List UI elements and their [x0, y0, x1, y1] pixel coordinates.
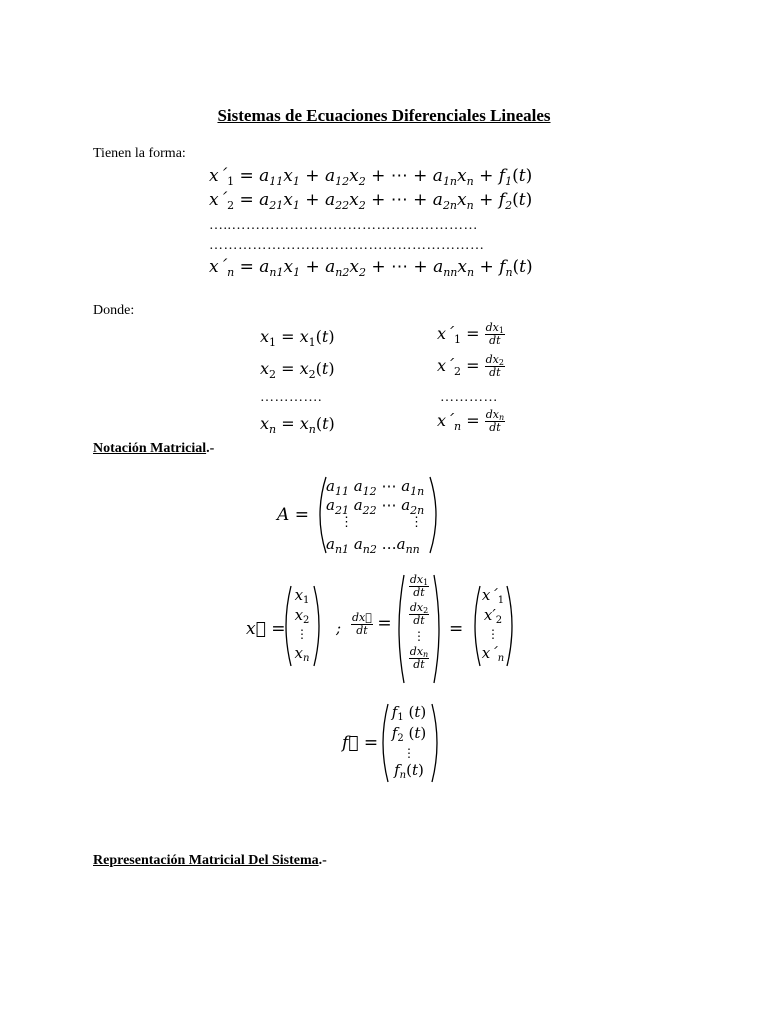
vector-f-label: f⃗ = [342, 733, 379, 753]
vector-f-column: $f_1$ (t) $f_2$ (t) ⋮ $f_n(t)$ [391, 703, 427, 781]
vector-x-label: x⃗ = [246, 619, 286, 639]
vector-x-column: $x_1$ $x_2$ ⋮ $x_n$ [294, 586, 310, 664]
matrix-a-row-2: $a_{21}$ $a_{22}$ ⋯ $a_{2n}$ [326, 496, 425, 517]
dxdt-right-paren [432, 574, 444, 684]
equation-row-2: $x´_2 = a_{21}x_1 + a_{22}x_2$ + ⋯ + $a_{2n}x_n + f_2(t)$ [209, 190, 533, 212]
matrix-a-row-1: $a_{11}$ $a_{12}$ ⋯ $a_{1n}$ [326, 477, 425, 498]
dxdt-column: $\frac{dx_1}{dt}$ $\frac{dx_2}{dt}$ ⋮ $\frac{dx_n}{dt}$ [409, 573, 429, 672]
representation-heading [93, 853, 327, 869]
def-xn: $x_n = x_n(t)$ [260, 414, 335, 436]
donde-label: Donde: [93, 303, 135, 318]
def-dx2: $x´_2$ = $\frac{dx_2}{dt}$ [437, 353, 504, 380]
vector-x-right-paren [312, 585, 324, 667]
dotted-row-1: …..…………………………………………… [209, 218, 478, 233]
equation-row-1: $x´_1 = a_{11}x_1 + a_{12}x_2$ + ⋯ + $a_{1n}x_n + f_1(t)$ [209, 166, 533, 188]
matrix-a-row-n: $a_{n1}$ $a_{n2}$ $\dots a_{nn}$ [326, 535, 420, 556]
equation-row-n: $x´_n = a_{n1}x_1 + a_{n2}x_2$ + ⋯ + $a_{nn}x_n + f_n(t)$ [209, 257, 533, 279]
notation-heading [93, 441, 214, 457]
def-dots-right: ………… [440, 390, 498, 405]
document-title: Sistemas de Ecuaciones Diferenciales Lineales [217, 106, 551, 125]
dxdt-label: $\frac{dx⃗}{dt}$ = [352, 611, 392, 638]
def-dots-left: …………. [260, 390, 322, 405]
def-dx1: $x´_1$ = $\frac{dx_1}{dt}$ [437, 321, 504, 348]
notation-heading-suffix: .- [206, 441, 215, 456]
semicolon: ; [336, 619, 342, 637]
def-dxn: $x´_n$ = $\frac{dx_n}{dt}$ [437, 408, 505, 435]
vector-f-right-paren [430, 703, 442, 783]
intro-label: Tienen la forma: [93, 146, 186, 161]
dotted-row-2: ………………………………………………… [209, 238, 485, 253]
def-x1: $x_1 = x_1(t)$ [260, 327, 335, 349]
xprime-column: $x´_1$ $x'_2$ ⋮ $x´_n$ [481, 586, 505, 664]
xprime-right-paren [505, 585, 517, 667]
notation-heading-text: Notación Matricial [93, 441, 207, 456]
def-x2: $x_2 = x_2(t)$ [260, 359, 335, 381]
representation-heading-text: Representación Matricial Del Sistema [93, 853, 319, 868]
representation-heading-suffix: .- [318, 853, 327, 868]
matrix-a-vdots-2: ⋮ [410, 515, 423, 530]
matrix-a-right-paren [428, 476, 442, 554]
matrix-a-label: A = [277, 505, 309, 525]
equals-sign: = [449, 619, 464, 639]
matrix-a-vdots-1: ⋮ [340, 515, 353, 530]
